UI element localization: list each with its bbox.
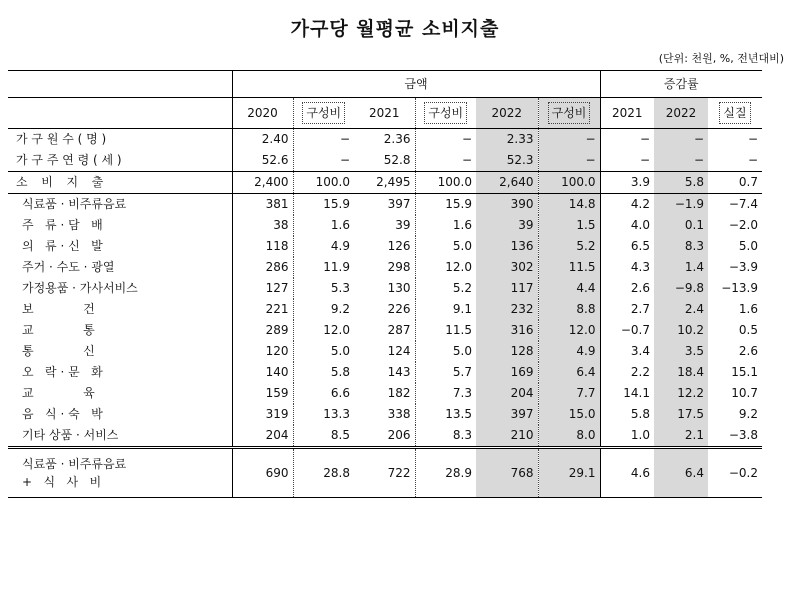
table-row xyxy=(8,383,762,404)
table-cell: 390 xyxy=(476,194,538,216)
table-cell: 9.1 xyxy=(415,299,476,320)
amount-header: 금액 xyxy=(232,71,600,98)
table-row xyxy=(8,194,762,216)
table-cell: 10.2 xyxy=(654,320,708,341)
table-cell: 5.0 xyxy=(293,341,354,362)
table-cell: 2,400 xyxy=(232,172,293,194)
table-row xyxy=(8,362,762,383)
table-cell: 10.7 xyxy=(731,386,758,400)
table-cell: −0.2 xyxy=(708,448,762,498)
table-cell: 4.2 xyxy=(600,194,654,216)
table-cell: 2.33 xyxy=(476,129,538,151)
table-cell: 289 xyxy=(232,320,293,341)
table-cell: 8.8 xyxy=(538,299,600,320)
table-cell: 397 xyxy=(354,194,415,216)
table-cell: 7.7 xyxy=(538,383,600,404)
table-cell: 6.5 xyxy=(600,236,654,257)
summary-label xyxy=(8,448,232,498)
table-cell: 5.0 xyxy=(415,341,476,362)
table-row xyxy=(8,257,762,278)
table-cell: 4.6 xyxy=(600,448,654,498)
row-label: 오 락 · 문 화 xyxy=(22,365,103,379)
table-cell: 52.8 xyxy=(383,153,411,167)
table-cell: 127 xyxy=(232,278,293,299)
row-label: 주 류 · 담 배 xyxy=(22,218,103,232)
table-row xyxy=(8,236,762,257)
share-2020-header: 구성비 xyxy=(293,98,354,129)
table-cell: 39 xyxy=(395,218,411,232)
table-row xyxy=(8,425,762,448)
table-cell: − xyxy=(538,150,600,172)
table-cell: 4.4 xyxy=(538,278,600,299)
table-cell: 316 xyxy=(476,320,538,341)
table-cell: 11.5 xyxy=(538,257,600,278)
table-cell: 221 xyxy=(232,299,293,320)
table-row xyxy=(8,299,762,320)
table-cell: 100.0 xyxy=(293,172,354,194)
table-cell: 5.7 xyxy=(415,362,476,383)
table-cell: 2.6 xyxy=(738,344,758,358)
header-row-2 xyxy=(8,98,762,129)
table-cell: 130 xyxy=(387,281,411,295)
table-cell: 2.40 xyxy=(232,129,293,151)
table-cell: 120 xyxy=(232,341,293,362)
table-cell: − xyxy=(415,150,476,172)
row-label: 기타 상품 · 서비스 xyxy=(22,428,119,442)
table-cell: 298 xyxy=(387,260,411,274)
table-cell: 118 xyxy=(232,236,293,257)
table-cell: 6.4 xyxy=(538,362,600,383)
table-cell: 28.9 xyxy=(415,448,476,498)
table-cell: 204 xyxy=(232,425,293,448)
table-cell: − xyxy=(600,129,654,151)
table-cell: 4.0 xyxy=(600,215,654,236)
table-cell: 8.5 xyxy=(293,425,354,448)
table-cell: 182 xyxy=(387,386,411,400)
table-cell: 0.7 xyxy=(708,172,762,194)
table-cell: − xyxy=(415,129,476,151)
table-cell: 3.4 xyxy=(600,341,654,362)
table-cell: 128 xyxy=(476,341,538,362)
table-cell: 11.5 xyxy=(415,320,476,341)
table-cell: 2.2 xyxy=(600,362,654,383)
change-header: 증감률 xyxy=(600,71,762,98)
table-cell: 768 xyxy=(476,448,538,498)
table-cell: 8.3 xyxy=(415,425,476,448)
table-cell: 29.1 xyxy=(538,448,600,498)
table-cell: 381 xyxy=(232,194,293,216)
table-cell: 690 xyxy=(232,448,293,498)
table-cell: − xyxy=(654,129,708,151)
table-cell: 1.6 xyxy=(738,302,758,316)
row-label: 식료품 · 비주류음료 xyxy=(8,194,232,216)
table-cell: − xyxy=(293,150,354,172)
table-cell: 2.1 xyxy=(654,425,708,448)
table-cell: 2.7 xyxy=(600,299,654,320)
table-cell: −9.8 xyxy=(654,278,708,299)
table-cell: 13.5 xyxy=(415,404,476,425)
table-cell: − xyxy=(600,150,654,172)
row-label: 교 육 xyxy=(22,386,95,400)
summary-row xyxy=(8,448,762,498)
table-cell: 124 xyxy=(387,344,411,358)
year-2020-header: 2020 xyxy=(232,98,293,129)
table-cell: 2.4 xyxy=(654,299,708,320)
table-cell: 338 xyxy=(387,407,411,421)
table-cell: −1.9 xyxy=(654,194,708,216)
table-cell: 159 xyxy=(232,383,293,404)
table-cell: 3.5 xyxy=(654,341,708,362)
table-cell: 2.6 xyxy=(600,278,654,299)
row-label: 의 류 · 신 발 xyxy=(22,239,103,253)
table-cell: 5.8 xyxy=(654,172,708,194)
table-cell: − xyxy=(747,132,758,146)
summary-label-line1: 식료품 · 비주류음료 xyxy=(22,457,127,471)
table-cell: 4.3 xyxy=(600,257,654,278)
table-cell: 14.1 xyxy=(600,383,654,404)
table-cell: 210 xyxy=(476,425,538,448)
table-cell: 5.8 xyxy=(600,404,654,425)
table-cell: − xyxy=(293,129,354,151)
expenditure-table xyxy=(8,70,762,498)
change-2022-header: 2022 xyxy=(654,98,708,129)
table-cell: 204 xyxy=(476,383,538,404)
table-cell: −13.9 xyxy=(721,281,758,295)
table-cell: 226 xyxy=(387,302,411,316)
table-cell: −3.8 xyxy=(728,428,758,442)
table-cell: 143 xyxy=(387,365,411,379)
table-cell: 2.36 xyxy=(383,132,411,146)
table-cell: 11.9 xyxy=(293,257,354,278)
table-cell: 319 xyxy=(232,404,293,425)
table-title: 가구당 월평균 소비지출 xyxy=(290,18,500,40)
table-cell: 5.2 xyxy=(415,278,476,299)
row-label: 가정용품 · 가사서비스 xyxy=(22,281,138,295)
table-cell: 12.0 xyxy=(538,320,600,341)
table-cell: 1.6 xyxy=(293,215,354,236)
table-cell: 17.5 xyxy=(654,404,708,425)
row-label: 주거 · 수도 · 광열 xyxy=(22,260,115,274)
row-label: 보 건 xyxy=(22,302,95,316)
table-cell: 1.0 xyxy=(600,425,654,448)
table-cell: 9.2 xyxy=(738,407,758,421)
row-label: 음 식 · 숙 박 xyxy=(22,407,103,421)
table-cell: 1.6 xyxy=(415,215,476,236)
table-cell: 1.4 xyxy=(654,257,708,278)
table-cell: 5.0 xyxy=(415,236,476,257)
table-cell: 5.2 xyxy=(538,236,600,257)
table-cell: −3.9 xyxy=(728,260,758,274)
real-change-header: 실질 xyxy=(708,98,762,129)
table-cell: 5.0 xyxy=(738,239,758,253)
table-cell: 5.3 xyxy=(293,278,354,299)
table-cell: 232 xyxy=(476,299,538,320)
row-label: 교 통 xyxy=(22,323,95,337)
table-cell: 5.8 xyxy=(293,362,354,383)
table-cell: 18.4 xyxy=(654,362,708,383)
table-row xyxy=(8,129,762,151)
table-cell: 7.3 xyxy=(415,383,476,404)
table-cell: 2,640 xyxy=(476,172,538,194)
table-cell: 6.4 xyxy=(654,448,708,498)
table-cell: 6.6 xyxy=(293,383,354,404)
year-2022-header: 2022 xyxy=(476,98,538,129)
table-cell: 0.5 xyxy=(738,323,758,337)
table-cell: 13.3 xyxy=(293,404,354,425)
share-2022-header: 구성비 xyxy=(538,98,600,129)
share-2021-header: 구성비 xyxy=(415,98,476,129)
table-cell: 1.5 xyxy=(538,215,600,236)
row-label: 통 신 xyxy=(22,344,95,358)
table-cell: 15.9 xyxy=(293,194,354,216)
table-cell: −2.0 xyxy=(728,218,758,232)
table-row xyxy=(8,341,762,362)
year-2021-header: 2021 xyxy=(354,98,415,129)
table-row xyxy=(8,404,762,425)
table-cell: 4.9 xyxy=(293,236,354,257)
table-cell: 136 xyxy=(476,236,538,257)
table-cell: 15.0 xyxy=(538,404,600,425)
table-cell: 140 xyxy=(232,362,293,383)
table-cell: −0.7 xyxy=(600,320,654,341)
table-cell: 2,495 xyxy=(354,172,415,194)
table-cell: −7.4 xyxy=(708,194,762,216)
table-row xyxy=(8,320,762,341)
table-cell: − xyxy=(654,150,708,172)
table-cell: 286 xyxy=(232,257,293,278)
row-label: 가 구 주 연 령 ( 세 ) xyxy=(16,153,122,167)
table-cell: 12.2 xyxy=(654,383,708,404)
change-2021-header: 2021 xyxy=(600,98,654,129)
table-cell: 52.6 xyxy=(232,150,293,172)
table-cell: 38 xyxy=(232,215,293,236)
table-cell: 12.0 xyxy=(415,257,476,278)
summary-label-line2: + 식 사 비 xyxy=(22,475,102,489)
header-row-1 xyxy=(8,71,762,98)
table-cell: 3.9 xyxy=(600,172,654,194)
table-row xyxy=(8,150,762,172)
table-row xyxy=(8,278,762,299)
table-cell: 8.0 xyxy=(538,425,600,448)
table-cell: 100.0 xyxy=(415,172,476,194)
table-cell: 15.1 xyxy=(731,365,758,379)
table-cell: − xyxy=(538,129,600,151)
table-cell: 4.9 xyxy=(538,341,600,362)
table-cell: 12.0 xyxy=(293,320,354,341)
table-cell: 302 xyxy=(476,257,538,278)
table-cell: 8.3 xyxy=(654,236,708,257)
table-cell: − xyxy=(747,153,758,167)
table-cell: 28.8 xyxy=(293,448,354,498)
table-cell: 52.3 xyxy=(476,150,538,172)
table-cell: 169 xyxy=(476,362,538,383)
table-cell: 39 xyxy=(476,215,538,236)
table-cell: 117 xyxy=(476,278,538,299)
table-cell: 15.9 xyxy=(415,194,476,216)
table-cell: 287 xyxy=(387,323,411,337)
table-cell: 14.8 xyxy=(538,194,600,216)
table-row xyxy=(8,215,762,236)
unit-note: (단위: 천원, %, 전년대비) xyxy=(658,52,784,65)
table-cell: 100.0 xyxy=(538,172,600,194)
table-cell: 397 xyxy=(476,404,538,425)
table-cell: 206 xyxy=(387,428,411,442)
row-label: 가 구 원 수 ( 명 ) xyxy=(16,132,107,146)
table-row xyxy=(8,172,762,194)
row-label: 소 비 지 출 xyxy=(8,172,232,194)
table-cell: 0.1 xyxy=(654,215,708,236)
table-cell: 722 xyxy=(354,448,415,498)
table-cell: 126 xyxy=(387,239,411,253)
table-cell: 9.2 xyxy=(293,299,354,320)
